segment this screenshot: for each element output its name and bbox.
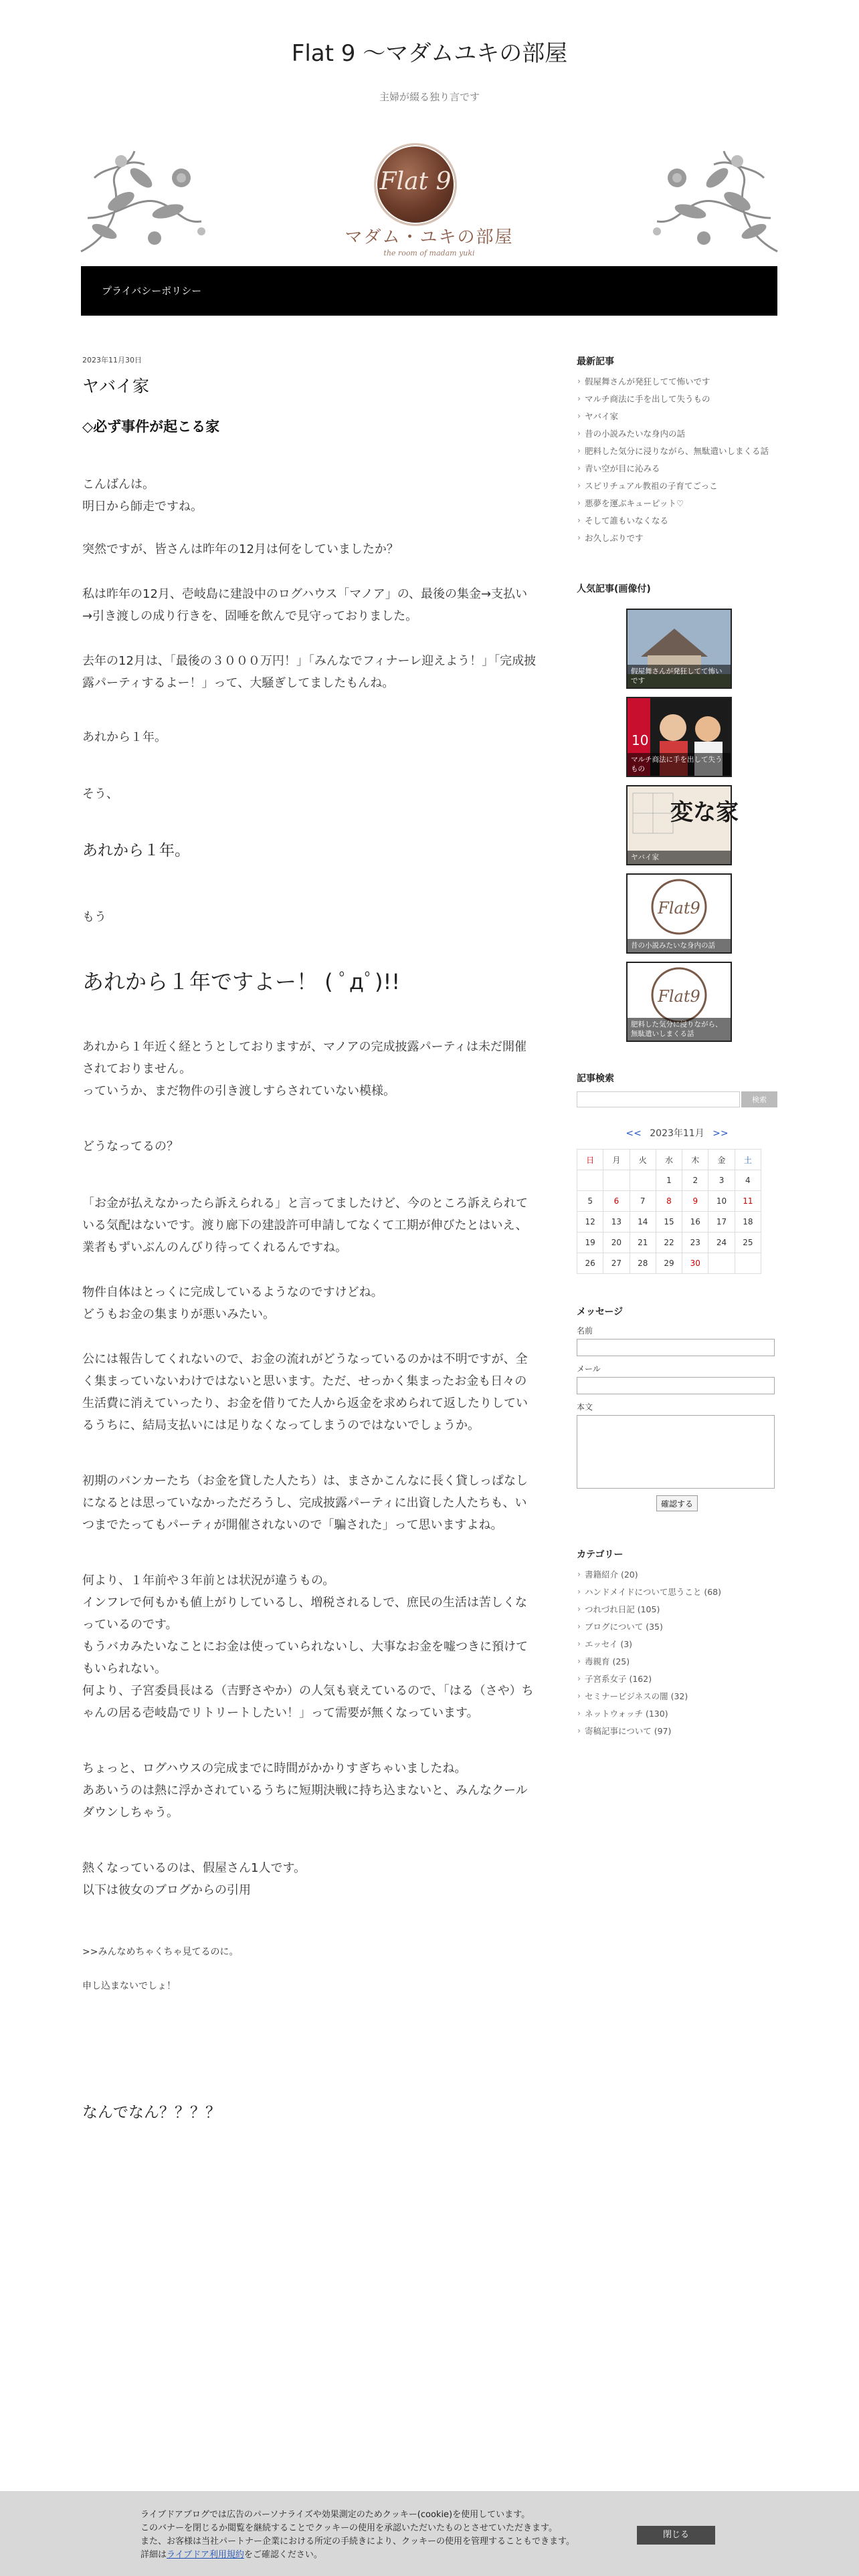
post-paragraph: どうなってるの？ — [82, 1140, 179, 1154]
post-date: 2023年11月30日 — [82, 356, 142, 364]
calendar-day: 25 — [735, 1232, 761, 1253]
post-title[interactable]: ヤバイ家 — [82, 377, 150, 396]
post-paragraph: 熱くなっているのは、假屋さん1人です。 以下は彼女のブログからの引用 — [82, 1861, 306, 1897]
calendar-weekday-row — [577, 1150, 761, 1170]
email-field[interactable] — [577, 1377, 775, 1394]
calendar-table — [577, 1149, 761, 1274]
post-paragraph: 物件自体はとっくに完成しているようなのですけどね。 どうもお金の集まりが悪いみたい。 — [82, 1285, 383, 1321]
popular-posts-list — [577, 609, 777, 1042]
category-link[interactable]: › 書籍紹介 (20) — [577, 1566, 777, 1584]
logo-title: マダム・ユキの部屋 — [345, 227, 514, 247]
post-paragraph: あれから１年。 — [82, 730, 167, 744]
logo-mark: Flat 9 — [379, 168, 452, 195]
post-paragraph-large: あれから１年。 — [82, 842, 190, 859]
cookie-notice-tail: をご確認ください。 — [244, 2550, 322, 2560]
popular-post-caption: 肥料した気分に浸りながら、無駄遣いしまくる話 — [628, 1018, 731, 1041]
calendar-day: 29 — [656, 1253, 682, 1274]
recent-post-link[interactable]: › そして誰もいなくなる — [577, 512, 777, 530]
calendar-day: 22 — [656, 1232, 682, 1253]
calendar-day — [577, 1170, 603, 1191]
popular-post-thumbnail[interactable] — [626, 609, 732, 689]
calendar-weekday: 木 — [682, 1150, 708, 1170]
calendar-day: 4 — [735, 1170, 761, 1191]
popular-post-caption: 昔の小説みたいな身内の話 — [628, 939, 731, 952]
popular-post-caption: マルチ商法に手を出して失うもの — [628, 753, 731, 776]
recent-post-link[interactable]: › 昔の小説みたいな身内の話 — [577, 425, 777, 443]
calendar-weekday: 土 — [735, 1150, 761, 1170]
popular-post-thumbnail[interactable] — [626, 962, 732, 1042]
recent-posts-title: 最新記事 — [577, 356, 614, 367]
post-paragraph-large: なんでなん？？？？ — [82, 2104, 221, 2121]
calendar-day: 21 — [630, 1232, 656, 1253]
name-label: 名前 — [577, 1326, 593, 1335]
post-paragraph: 公には報告してくれないので、お金の流れがどうなっているのかは不明ですが、全く集まっていないわけではないと思います。ただ、せっかく集まったお金も日々の生活費に消えていったり、お金を借りてた人から返金を求められて返したりしているうちに、結局支払いには足りなくなってしまうのではないでしょうか。 — [82, 1352, 528, 1432]
calendar-day: 24 — [708, 1232, 735, 1253]
calendar-day-link[interactable]: 30 — [682, 1253, 708, 1274]
nav-link-privacy-policy[interactable]: プライバシーポリシー — [102, 285, 202, 297]
calendar-day-link[interactable]: 6 — [603, 1191, 630, 1212]
calendar-widget — [577, 1126, 777, 1274]
search-form — [577, 1091, 777, 1107]
post-paragraph: こんばんは。 明日から師走ですね。 — [82, 477, 203, 514]
message-body-field[interactable] — [577, 1415, 775, 1489]
post-paragraph: 去年の12月は、「最後の３０００万円！」「みんなでフィナーレ迎えよう！」「完成披露パーティするよー！」って、大騒ぎしてましたもんね。 — [82, 654, 537, 690]
article — [82, 354, 537, 2124]
calendar-week-row — [577, 1212, 761, 1232]
popular-post-caption: 假屋舞さんが発狂してて怖いです — [628, 665, 731, 687]
recent-post-link[interactable]: › 悪夢を運ぶキューピット♡ — [577, 495, 777, 512]
calendar-day: 16 — [682, 1212, 708, 1232]
calendar-day: 2 — [682, 1170, 708, 1191]
calendar-day: 13 — [603, 1212, 630, 1232]
calendar-month: 2023年11月 — [650, 1128, 704, 1139]
message-widget-title: メッセージ — [577, 1307, 624, 1317]
category-link[interactable]: › ネットウォッチ (130) — [577, 1705, 777, 1723]
calendar-week-row — [577, 1170, 761, 1191]
sidebar — [577, 354, 777, 1740]
site-description: 主婦が綴る独り言です — [379, 91, 480, 103]
calendar-day: 28 — [630, 1253, 656, 1274]
quoted-line: >>みんなめちゃくちゃ見てるのに。 — [82, 1947, 239, 1957]
post-paragraph: ちょっと、ログハウスの完成までに時間がかかりすぎちゃいましたね。 ああいうのは熱に浮かされているうちに短期決戦に持ち込まないと、みんなクールダウンしちゃう。 — [82, 1761, 528, 1820]
post-paragraph: もう — [82, 910, 106, 924]
category-link[interactable]: › 子宮系女子 (162) — [577, 1671, 777, 1688]
calendar-day — [630, 1170, 656, 1191]
calendar-weekday: 火 — [630, 1150, 656, 1170]
email-label: メール — [577, 1364, 601, 1374]
calendar-day: 19 — [577, 1232, 603, 1253]
category-link[interactable]: › 毒親育 (25) — [577, 1653, 777, 1671]
popular-post-caption: ヤバイ家 — [628, 851, 731, 864]
calendar-day — [603, 1170, 630, 1191]
calendar-weekday: 月 — [603, 1150, 630, 1170]
calendar-day — [735, 1253, 761, 1274]
calendar-day-link[interactable]: 8 — [656, 1191, 682, 1212]
calendar-weekday: 金 — [708, 1150, 735, 1170]
recent-post-link[interactable]: › お久しぶりです — [577, 530, 777, 547]
popular-posts-title: 人気記事(画像付) — [577, 584, 651, 595]
search-widget-title: 記事検索 — [577, 1073, 614, 1084]
quoted-line: 申し込まないでしょ！ — [82, 1981, 176, 1992]
calendar-day: 18 — [735, 1212, 761, 1232]
post-paragraph: 「お金が払えなかったら訴えられる」と言ってましたけど、今のところ訴えられている気配はないです。渡り廊下の建設許可申請してなくて工期が伸びたとはいえ、業者もずいぶんのんびり待ってくれるんですね。 — [82, 1196, 528, 1255]
post-paragraph: 私は昨年の12月、壱岐島に建設中のログハウス「マノア」の、最後の集金→支払い→引き渡しの成り行きを、固唾を飲んで見守っておりました。 — [82, 587, 528, 623]
site-title[interactable]: Flat 9 〜マダムユキの部屋 — [291, 40, 568, 67]
cookie-notice-text — [140, 2508, 636, 2562]
calendar-day: 23 — [682, 1232, 708, 1253]
category-link[interactable]: › ハンドメイドについて思うこと (68) — [577, 1584, 777, 1601]
header-banner[interactable] — [81, 138, 777, 266]
category-link[interactable]: › 寄稿記事について (97) — [577, 1723, 777, 1740]
calendar-next-link[interactable]: >> — [712, 1128, 729, 1139]
calendar-day: 17 — [708, 1212, 735, 1232]
calendar-prev-link[interactable]: << — [626, 1128, 642, 1139]
calendar-week-row — [577, 1191, 761, 1212]
recent-post-link[interactable]: › スピリチュアル教祖の子育てごっこ — [577, 477, 777, 495]
post-paragraph: そう、 — [82, 787, 118, 801]
category-link[interactable]: › ブログについて (35) — [577, 1618, 777, 1636]
categories-list — [577, 1566, 777, 1740]
post-paragraph: あれから１年近く経とうとしておりますが、マノアの完成披露パーティは未だ開催されておりません。 っていうか、まだ物件の引き渡しすらされていない模様。 — [82, 1040, 527, 1098]
calendar-week-row — [577, 1253, 761, 1274]
post-paragraph: 何より、１年前や３年前とは状況が違うもの。 インフレで何もかも値上がりしているし、増税されるしで、庶民の生活は苦しくなっているのです。 もうバカみたいなことにお金は使っていられないし、大事なお金を嘘つきに預けてもいられない。 何より、子宮委員長はる（吉野さやか）の人気も衰えているので、「はる（さや）ちゃんの居る壱岐島でリトリートしたい！」って需要が無くなっています。 — [82, 1574, 534, 1720]
search-button[interactable]: 検索 — [741, 1091, 777, 1107]
popular-post-thumbnail[interactable] — [626, 785, 739, 865]
recent-post-link[interactable]: › 假屋舞さんが発狂してて怖いです — [577, 373, 777, 391]
calendar-day: 1 — [656, 1170, 682, 1191]
name-field[interactable] — [577, 1339, 775, 1356]
calendar-day: 15 — [656, 1212, 682, 1232]
calendar-week-row — [577, 1232, 761, 1253]
logo-subtitle: the room of madam yuki — [383, 249, 475, 257]
message-form — [577, 1325, 777, 1511]
magazine-number: 10 — [632, 732, 649, 748]
calendar-header — [577, 1126, 777, 1140]
recent-post-link[interactable]: › マルチ商法に手を出して失うもの — [577, 391, 777, 408]
search-input[interactable] — [577, 1091, 740, 1107]
recent-posts-list — [577, 373, 777, 547]
calendar-day: 12 — [577, 1212, 603, 1232]
body-label: 本文 — [577, 1402, 593, 1412]
category-link[interactable]: › エッセイ (3) — [577, 1636, 777, 1653]
post-paragraph: 突然ですが、皆さんは昨年の12月は何をしていましたか？ — [82, 542, 399, 556]
calendar-day: 5 — [577, 1191, 603, 1212]
calendar-day-link[interactable]: 9 — [682, 1191, 708, 1212]
popular-post-thumbnail[interactable] — [626, 697, 732, 777]
recent-post-link[interactable]: › ヤバイ家 — [577, 408, 777, 425]
calendar-day: 20 — [603, 1232, 630, 1253]
calendar-day: 10 — [708, 1191, 735, 1212]
calendar-day — [708, 1253, 735, 1274]
terms-of-use-link[interactable]: ライブドア利用規約 — [167, 2550, 244, 2560]
confirm-button[interactable]: 確認する — [656, 1495, 698, 1511]
post-subheading: ◇必ず事件が起こる家 — [82, 419, 220, 435]
calendar-day: 27 — [603, 1253, 630, 1274]
post-paragraph-huge: あれから１年ですよー！ ( ﾟдﾟ)!! — [82, 969, 401, 994]
category-link[interactable]: › つれづれ日記 (105) — [577, 1601, 777, 1618]
cookie-close-button[interactable]: 閉じる — [637, 2526, 715, 2545]
popular-post-thumbnail[interactable] — [626, 873, 732, 954]
calendar-weekday: 水 — [656, 1150, 682, 1170]
cookie-notice-body: ライブドアブログでは広告のパーソナライズや効果測定のためクッキー(cookie)を使用しています。 このバナーを閉じるか閲覧を継続することでクッキーの使用を承認いただいたものとさせていただきます。 また、お客様は当社パートナー企業における所定の手続きにより、クッキーの使用を管理することもできます。 詳細は — [140, 2510, 575, 2560]
calendar-day: 14 — [630, 1212, 656, 1232]
calendar-weekday: 日 — [577, 1150, 603, 1170]
category-link[interactable]: › セミナービジネスの闇 (32) — [577, 1688, 777, 1705]
calendar-day: 26 — [577, 1253, 603, 1274]
calendar-day-link[interactable]: 11 — [735, 1191, 761, 1212]
calendar-day: 3 — [708, 1170, 735, 1191]
recent-post-link[interactable]: › 青い空が目に沁みる — [577, 460, 777, 477]
book-title-kanji: 変な家 — [670, 799, 739, 826]
thumb-logo-mark: Flat9 — [658, 987, 700, 1006]
site-logo[interactable] — [374, 143, 457, 226]
thumb-logo-mark: Flat9 — [658, 899, 700, 918]
navigation-bar — [81, 266, 777, 316]
post-paragraph: 初期のバンカーたち（お金を貸した人たち）は、まさかこんなに長く貸しっぱなしになるとは思っていなかっただろうし、完成披露パーティに出資した人たちも、いつまでたってもパーティが開催されないので「騙された」って思いますよね。 — [82, 1474, 528, 1532]
recent-post-link[interactable]: › 肥料した気分に浸りながら、無駄遣いしまくる話 — [577, 443, 777, 460]
categories-title: カテゴリー — [577, 1549, 624, 1560]
calendar-day: 7 — [630, 1191, 656, 1212]
cookie-consent-banner — [0, 2491, 859, 2576]
